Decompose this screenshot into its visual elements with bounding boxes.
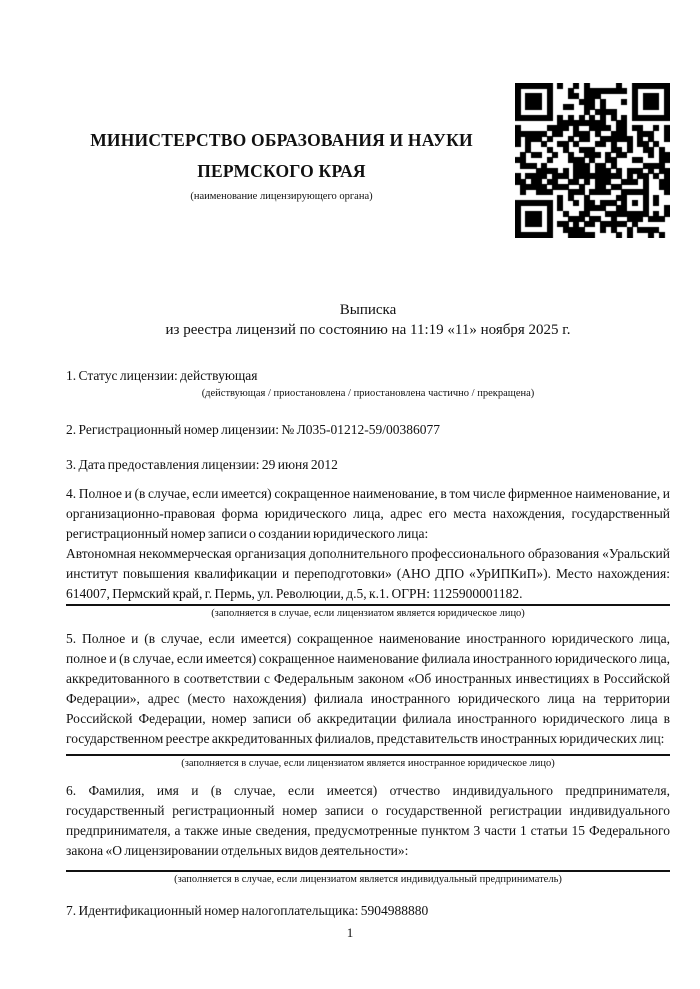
item-4-caption: (заполняется в случае, если лицензиатом является юридическое лицо) [211, 608, 525, 619]
licensing-authority [66, 83, 515, 204]
item-3-grant-date: 3. Дата предоставления лицензии: 29 июня 2012 [66, 457, 338, 472]
ministry-name-line1: МИНИСТЕРСТВО ОБРАЗОВАНИЯ И НАУКИ [90, 130, 473, 150]
document-title [66, 300, 670, 340]
item-7-taxpayer-id: 7. Идентификационный номер налогоплательщика: 5904988880 [66, 903, 429, 918]
document-header [66, 0, 670, 238]
item-1-caption: (действующая / приостановлена / приостановлена частично / прекращена) [201, 388, 535, 399]
item-6-entrepreneur-question: 6. Фамилия, имя и (в случае, если имеется) отчество индивидуального предпринимателя, государственный регистрационный номер записи о государственной регистрации индивидуального предпринимателя, а также иные сведения, предусмотренные пунктом 3 части 1 статьи 15 Федерального закона «О лицензировании отдельных видов деятельности»: [66, 783, 670, 858]
item-4-legal-entity-answer: Автономная некоммерческая организация дополнительного профессионального образования «Уральский институт повышения квалификации и переподготовки» (АНО ДПО «УрИПКиП»). Место нахождения: 614007, Пермский край, г. Пермь, ул. Революции, д.5, к.1. ОГРН: 1125900001182. [66, 546, 670, 601]
ministry-caption: (наименование лицензирующего органа) [190, 191, 373, 202]
document-title-line2: из реестра лицензий по состоянию на 11:19 «11» ноября 2025 г. [165, 322, 571, 338]
page-number: 1 [346, 925, 354, 940]
item-6-caption: (заполняется в случае, если лицензиатом является индивидуальный предприниматель) [174, 874, 562, 885]
item-2-registration-number: 2. Регистрационный номер лицензии: № Л035-01212-59/00386077 [66, 422, 441, 437]
item-5-foreign-entity-question: 5. Полное и (в случае, если имеется) сокращенное наименование иностранного юридического лица, полное и (в случае, если имеется) сокращенное наименование филиала иностранного юридического лица, аккредитованного в соответствии с Федеральным законом «Об иностранных инвестициях в Российской Федерации», адрес (место нахождения) филиала иностранного юридического лица на территории Российской Федерации, номер записи об аккредитации филиала иностранного юридического лица в государственном реестре аккредитованных филиалов, представительств иностранных юридических лиц: [66, 631, 670, 746]
item-5-caption: (заполняется в случае, если лицензиатом является иностранное юридическое лицо) [181, 758, 555, 769]
qr-code-container [515, 83, 670, 238]
ministry-name-line2: ПЕРМСКОГО КРАЯ [197, 161, 366, 181]
qr-code [515, 83, 670, 238]
item-4-legal-entity-question: 4. Полное и (в случае, если имеется) сокращенное наименование, в том числе фирменное наименование, и организационно-правовая форма юридического лица, адрес его места нахождения, государственный регистрационный номер записи о создании юридического лица: [66, 486, 670, 541]
item-1-license-status: 1. Статус лицензии: действующая [66, 368, 258, 383]
document-title-line1: Выписка [339, 302, 397, 318]
